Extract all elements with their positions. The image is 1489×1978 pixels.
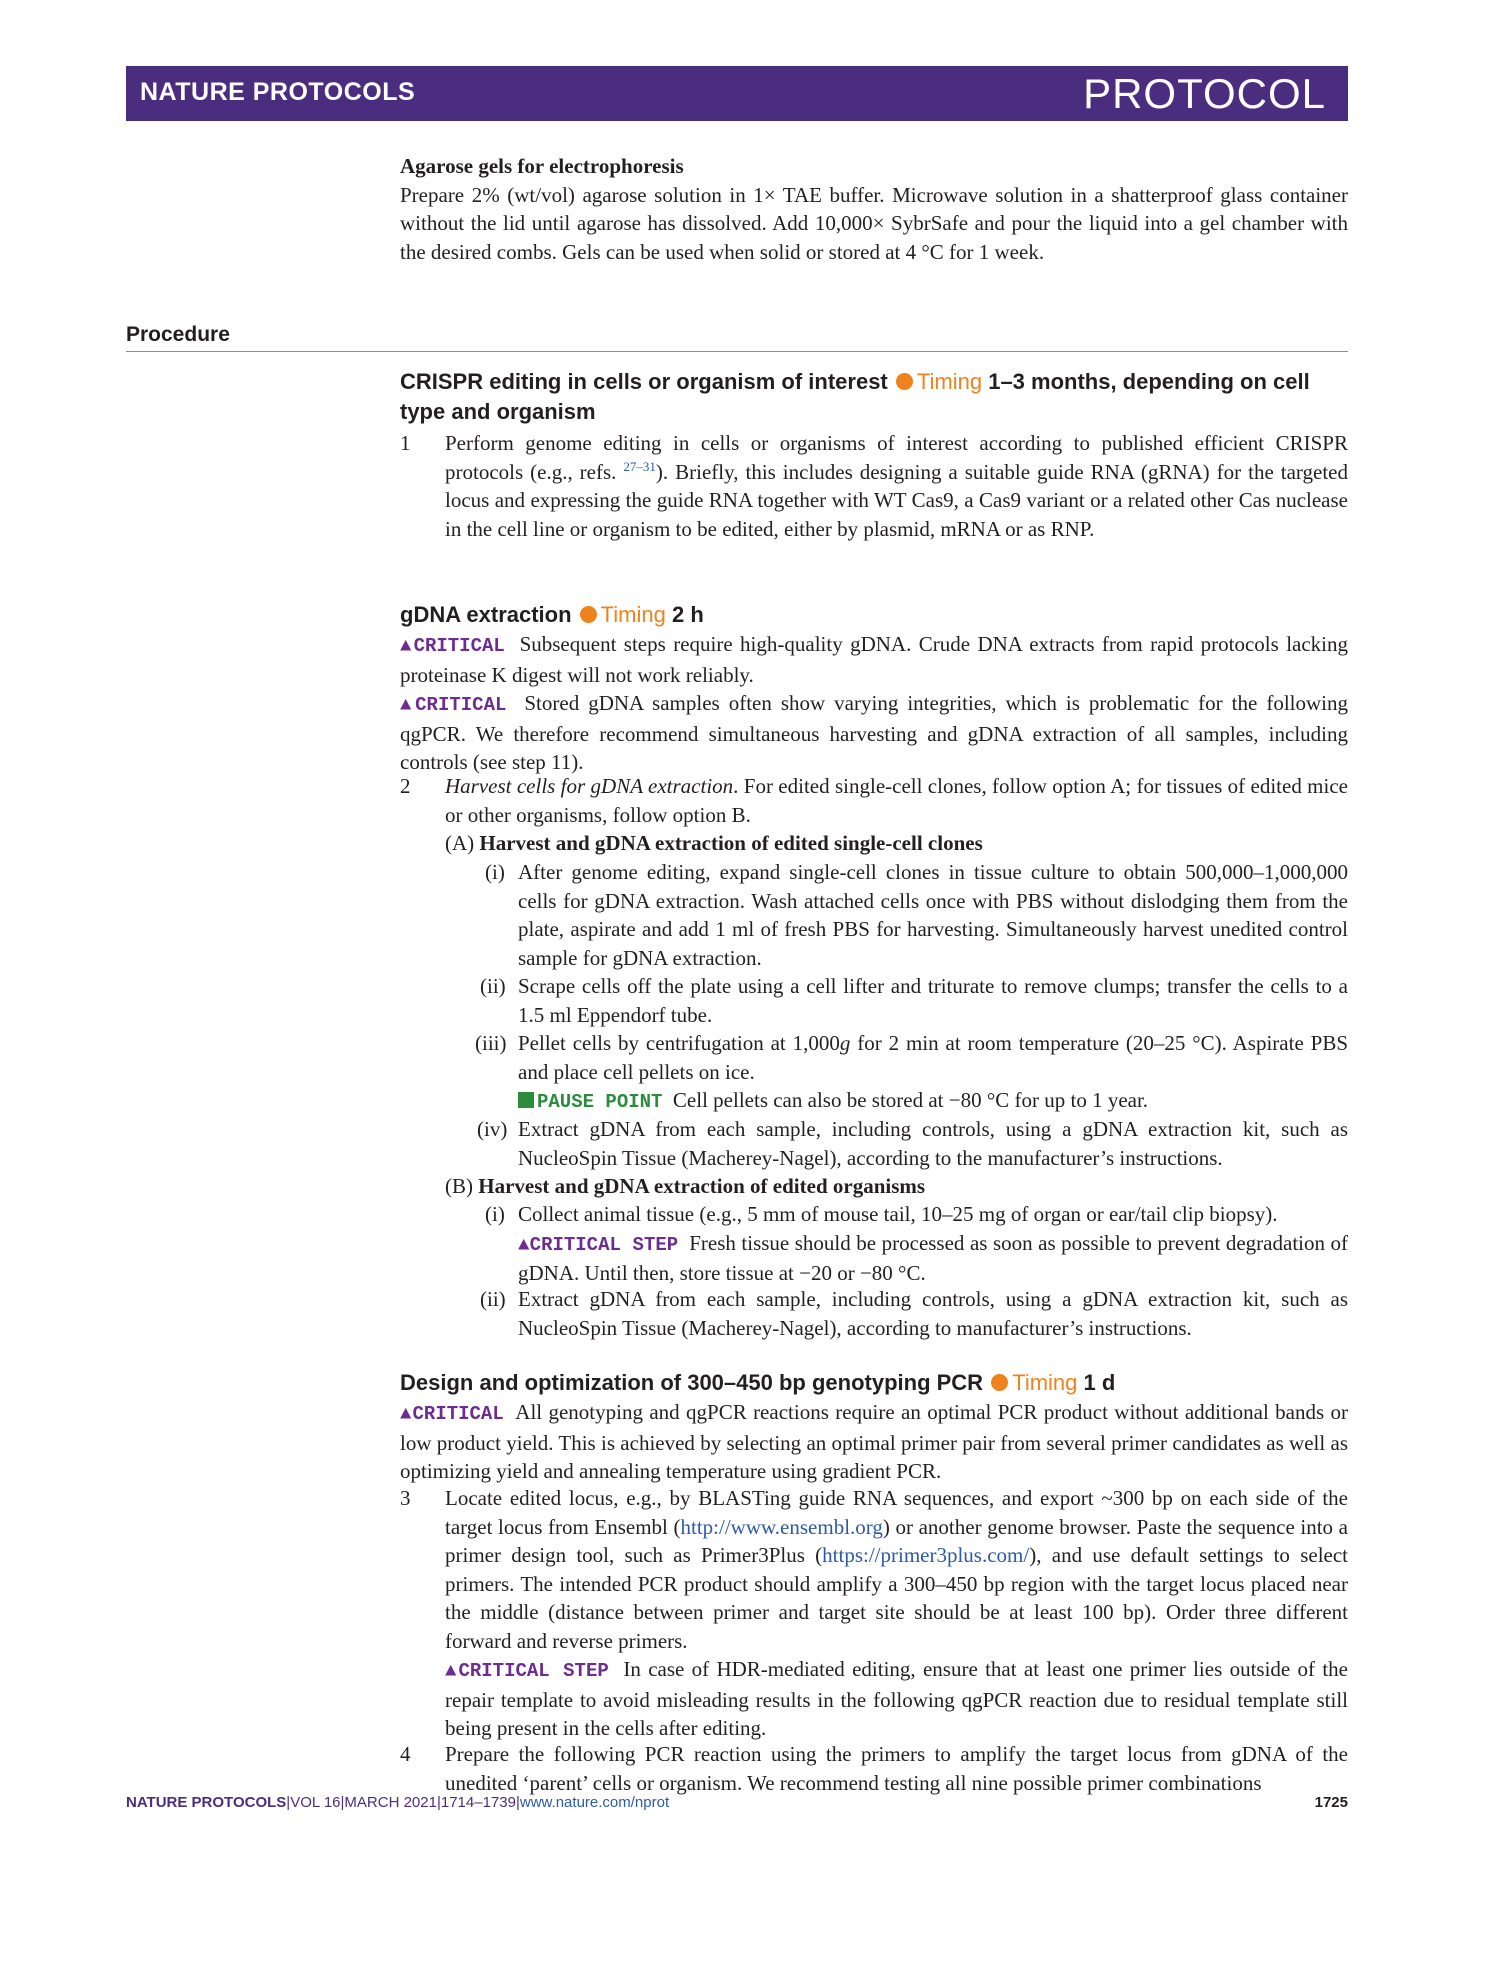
critical-triangle-icon: ▲	[518, 1233, 530, 1256]
timing-label: Timing	[600, 602, 666, 627]
gdna-heading	[400, 600, 1348, 630]
option-a	[445, 829, 1348, 858]
substep-g-unit: g	[839, 1031, 851, 1055]
critical-step-text: Fresh tissue should be processed as soon as possible to prevent degradation of gDNA. Until then, store tissue at −20 or −80 °C.	[518, 1230, 1348, 1285]
agarose-materials	[400, 152, 1348, 266]
substep-text: Collect animal tissue (e.g., 5 mm of mouse tail, 10–25 mg of organ or ear/tail clip biopsy).	[518, 1202, 1278, 1226]
footer-volume: VOL 16	[290, 1794, 341, 1811]
agarose-text: Prepare 2% (wt/vol) agarose solution in 1× TAE buffer. Microwave solution in a shatterproof glass container without the lid until agarose has dissolved. Add 10,000× SybrSafe and pour the liquid into a gel chamber with the desired combs. Gels can be used when solid or stored at 4 °C for 1 week.	[400, 182, 1348, 264]
gdna-heading-timing: 2 h	[672, 602, 704, 627]
step-4	[400, 1740, 1348, 1797]
substep-text: After genome editing, expand single-cell clones in tissue culture to obtain 500,000–1,000,000 cells for gDNA extraction. Wash attached cells once with PBS without dislodging them from the plate, aspirate and add 1 ml of fresh PBS for harvesting. Simultaneously harvest unedited control sample for gDNA extraction.	[518, 860, 1348, 970]
design-heading-title: Design and optimization of 300–450 bp genotyping PCR	[400, 1370, 984, 1395]
substep-label: (i)	[485, 860, 505, 884]
pause-square-icon	[518, 1092, 534, 1108]
option-a-iv	[477, 1115, 1348, 1172]
step-number: 2	[400, 774, 411, 798]
footer-separator: |	[286, 1794, 291, 1811]
step3-text-b: ) or another genome browser. Paste the sequence into a primer design tool, such as Primer3Plus (	[445, 1514, 1348, 1567]
substep-text-b: for 2 min at room temperature (20–25 °C). Aspirate PBS and place cell pellets on ice.	[518, 1031, 1349, 1084]
timing-label: Timing	[1012, 1370, 1078, 1395]
pause-label: PAUSE POINT	[537, 1091, 663, 1113]
step-1	[400, 429, 1348, 543]
ensembl-link[interactable]: http://www.ensembl.org	[680, 1514, 883, 1539]
timing-label: Timing	[916, 369, 983, 394]
step3-text-c: ), and use default settings to select primers. The intended PCR product should amplify a 300–450 bp region with the target locus placed near the middle (distance between primer and target site should be at least 100 bp). Order three different forward and reverse primers.	[445, 1543, 1349, 1653]
agarose-title: Agarose gels for electrophoresis	[400, 154, 684, 178]
procedure-label: Procedure	[126, 323, 230, 346]
page-footer	[126, 1794, 1348, 1811]
journal-name: NATURE PROTOCOLS	[140, 78, 416, 106]
step-3	[400, 1484, 1348, 1743]
option-a-iii	[475, 1029, 1349, 1117]
page-number: 1725	[1314, 1794, 1348, 1811]
substep-text	[518, 1029, 1348, 1086]
option-b	[445, 1172, 1348, 1201]
substep-label: (iii)	[475, 1031, 507, 1055]
step1-refs[interactable]: 27–31	[623, 458, 656, 474]
footer-journal: NATURE PROTOCOLS	[126, 1794, 287, 1811]
critical-triangle-icon: ▲	[400, 694, 416, 716]
option-b-ii	[480, 1285, 1348, 1342]
step-number: 3	[400, 1486, 411, 1510]
critical-label: CRITICAL	[415, 694, 507, 716]
footer-separator: |	[515, 1794, 520, 1811]
option-a-title: Harvest and gDNA extraction of edited single-cell clones	[479, 831, 983, 855]
footer-pages: 1714–1739	[440, 1794, 516, 1811]
crispr-heading	[400, 367, 1348, 427]
critical-step-note	[518, 1229, 1348, 1288]
option-a-i	[485, 858, 1348, 972]
step1-text-b: ). Briefly, this includes designing a suitable guide RNA (gRNA) for the targeted locus and expressing the guide RNA together with WT Cas9, a Cas9 variant or a related other Cas nuclease in the cell line or organism to be edited, either by plasmid, mRNA or as RNP.	[445, 459, 1348, 541]
journal-header-bar	[126, 66, 1348, 121]
critical-note-1	[400, 630, 1348, 689]
critical-text-1: Subsequent steps require high-quality gDNA. Crude DNA extracts from rapid protocols lacking proteinase K digest will not work reliably.	[400, 632, 1349, 687]
critical-step-note	[445, 1655, 1348, 1743]
critical-text-2: Stored gDNA samples often show varying integrities, which is problematic for the following qgPCR. We therefore recommend simultaneous harvesting and gDNA extraction of all samples, including controls (see step 11).	[400, 691, 1348, 774]
option-a-ii	[480, 972, 1348, 1029]
procedure-rule	[126, 351, 1348, 352]
critical-step-label: CRITICAL STEP	[458, 1660, 609, 1682]
substep-label: (ii)	[480, 1287, 506, 1311]
substep-label: (iv)	[477, 1117, 508, 1141]
substep-label: (ii)	[480, 974, 506, 998]
option-a-label: (A)	[445, 831, 475, 855]
critical-triangle-icon: ▲	[400, 635, 414, 657]
step-number: 4	[400, 1742, 411, 1766]
substep-label: (i)	[485, 1202, 505, 1226]
substep-text: Extract gDNA from each sample, including controls, using a gDNA extraction kit, such as NucleoSpin Tissue (Macherey-Nagel), according to the manufacturer’s instructions.	[518, 1117, 1348, 1170]
crispr-heading-title: CRISPR editing in cells or organism of interest	[400, 369, 888, 394]
gdna-critical-notes	[400, 630, 1348, 777]
gdna-heading-title: gDNA extraction	[400, 602, 572, 627]
substep-text-a: Pellet cells by centrifugation at 1,000	[518, 1031, 840, 1055]
step4-text: Prepare the following PCR reaction using the primers to amplify the target locus from gDNA of the unedited ‘parent’ cells or organism. We recommend testing all nine possible primer combinations	[445, 1742, 1348, 1795]
primer3plus-link[interactable]: https://primer3plus.com/	[822, 1543, 1030, 1567]
timing-dot-icon	[991, 1374, 1008, 1391]
design-critical	[400, 1398, 1348, 1486]
option-b-i	[485, 1200, 1348, 1288]
step3-text-a: Locate edited locus, e.g., by BLASTing guide RNA sequences, and export ~300 bp on each side of the target locus from Ensembl (	[445, 1486, 1348, 1539]
critical-note	[400, 1398, 1348, 1486]
step-number: 1	[400, 431, 411, 455]
crispr-heading-timing: 1–3 months, depending on cell type and organism	[400, 369, 1310, 424]
footer-issue: MARCH 2021	[344, 1794, 437, 1811]
critical-text: All genotyping and qgPCR reactions require an optimal PCR product without additional bands or low product yield. This is achieved by selecting an optimal primer pair from several primer candidates as well as optimizing yield and annealing temperature using gradient PCR.	[400, 1400, 1348, 1483]
substep-text: Scrape cells off the plate using a cell lifter and triturate to remove clumps; transfer the cells to a 1.5 ml Eppendorf tube.	[518, 974, 1348, 1027]
footer-separator: |	[340, 1794, 345, 1811]
critical-triangle-icon: ▲	[400, 1403, 413, 1425]
timing-dot-icon	[896, 373, 913, 390]
option-b-title: Harvest and gDNA extraction of edited organisms	[478, 1174, 926, 1198]
step2-text: . For edited single-cell clones, follow option A; for tissues of edited mice or other organisms, follow option B.	[445, 774, 1348, 827]
footer-separator: |	[436, 1794, 441, 1811]
timing-dot-icon	[580, 606, 597, 623]
critical-label: CRITICAL	[413, 635, 505, 657]
step1-text-a: Perform genome editing in cells or organisms of interest according to published efficient CRISPR protocols (e.g., refs.	[445, 431, 1348, 484]
option-b-label: (B)	[445, 1174, 473, 1198]
critical-note-2	[400, 689, 1348, 777]
substep-text: Extract gDNA from each sample, including controls, using a gDNA extraction kit, such as NucleoSpin Tissue (Macherey-Nagel), according to manufacturer’s instructions.	[518, 1287, 1348, 1340]
critical-step-text: In case of HDR-mediated editing, ensure that at least one primer lies outside of the repair template to avoid misleading results in the following qgPCR reaction due to residual template still being present in the cells after editing.	[445, 1657, 1349, 1740]
footer-url-link[interactable]: www.nature.com/nprot	[519, 1794, 670, 1811]
article-type: PROTOCOL	[1083, 70, 1326, 117]
design-heading-timing: 1 d	[1083, 1370, 1116, 1395]
design-heading	[400, 1368, 1348, 1398]
pause-point-note	[518, 1086, 1348, 1117]
critical-step-label: CRITICAL STEP	[529, 1233, 679, 1256]
step-2	[400, 772, 1348, 829]
step2-italic: Harvest cells for gDNA extraction	[445, 774, 734, 798]
pause-text: Cell pellets can also be stored at −80 °C for up to 1 year.	[672, 1088, 1149, 1112]
critical-label: CRITICAL	[412, 1403, 504, 1425]
critical-triangle-icon: ▲	[445, 1660, 459, 1682]
